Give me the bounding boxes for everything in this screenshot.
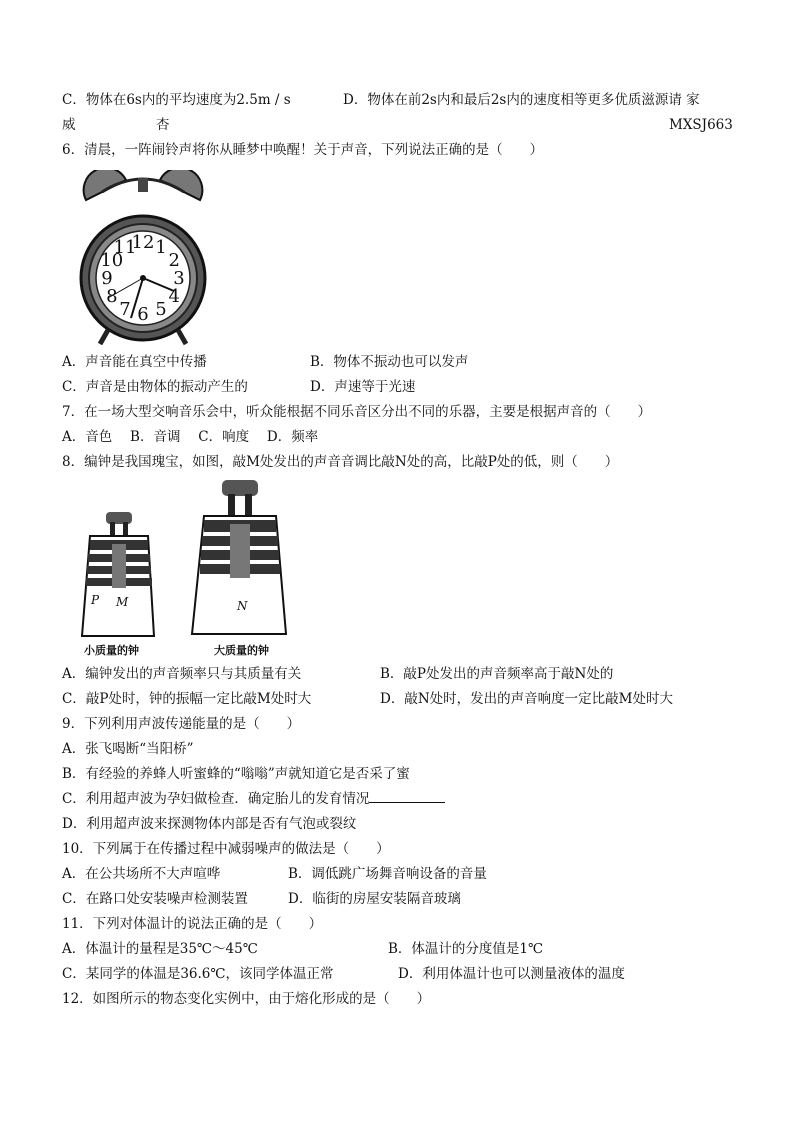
q6-option-d: D．声速等于光速 <box>310 379 416 395</box>
q11-option-c: C．某同学的体温是36.6℃，该同学体温正常 <box>62 966 334 982</box>
q6-stem: 6．清晨，一阵闹铃声将你从睡梦中唤醒！关于声音，下列说法正确的是（ ） <box>62 142 544 158</box>
clock-number-8: 8 <box>106 286 118 307</box>
label-n: N <box>237 599 248 613</box>
q7-options: A．音色 B．音调 C．响度 D．频率 <box>62 429 319 445</box>
q10-option-d: D．临街的房屋安装隔音玻璃 <box>288 891 461 907</box>
clock-number-4: 4 <box>168 286 180 307</box>
caption-small-bell: 小质量的钟 <box>84 644 139 657</box>
q10-stem: 10．下列属于在传播过程中减弱噪声的做法是（ ） <box>62 841 390 857</box>
clock-number-9: 9 <box>101 268 113 289</box>
clock-number-1: 1 <box>155 236 167 258</box>
q8-stem: 8．编钟是我国瑰宝，如图，敲M处发出的声音音调比敲N处的高，比敲P处的低，则（ ） <box>62 454 619 470</box>
watermark-mid: 杏 <box>156 117 170 133</box>
q9-option-b: B．有经验的养蜂人听蜜蜂的“嗡嗡”声就知道它是否采了蜜 <box>62 766 410 782</box>
watermark-code: MXSJ663 <box>669 117 733 133</box>
q9-option-a: A．张飞喝断“当阳桥” <box>62 741 194 757</box>
clock-number-6: 6 <box>137 304 149 325</box>
q10-option-c: C．在路口处安装噪声检测装置 <box>62 891 248 907</box>
q9-option-c <box>62 790 445 808</box>
q6-option-b: B．物体不振动也可以发声 <box>310 354 469 370</box>
watermark-left: 威 <box>62 117 76 133</box>
q7-stem: 7．在一场大型交响音乐会中，听众能根据不同乐音区分出不同的乐器，主要是根据声音的（ ） <box>62 404 652 420</box>
label-p: P <box>91 593 100 607</box>
q5-option-d: D．物体在前2s内和最后2s内的速度相等更多优质滋源请 家 <box>343 92 700 108</box>
alarm-clock-figure <box>78 170 208 346</box>
q5-option-c: C．物体在6s内的平均速度为2.5m / s <box>62 92 291 108</box>
q8-option-a: A．编钟发出的声音频率只与其质量有关 <box>62 666 302 682</box>
q12-stem: 12．如图所示的物态变化实例中，由于熔化形成的是（ ） <box>62 991 431 1007</box>
q6-option-c: C．声音是由物体的振动产生的 <box>62 379 248 395</box>
q11-stem: 11．下列对体温计的说法正确的是（ ） <box>62 916 323 932</box>
q10-option-a: A．在公共场所不大声喧哗 <box>62 866 221 882</box>
q11-option-a: A．体温计的量程是35℃～45℃ <box>62 941 258 957</box>
q8-option-c: C．敲P处时，钟的振幅一定比敲M处时大 <box>62 691 312 707</box>
q9-option-d: D．利用超声波来探测物体内部是否有气泡或裂纹 <box>62 816 357 832</box>
clock-number-7: 7 <box>119 299 131 321</box>
q6-option-a: A．声音能在真空中传播 <box>62 354 207 370</box>
clock-number-11: 11 <box>113 236 137 258</box>
label-m: M <box>116 595 129 609</box>
answer-blank <box>369 790 445 803</box>
q11-option-b: B．体温计的分度值是1℃ <box>388 941 544 957</box>
small-bell-figure <box>78 510 160 640</box>
clock-number-12: 12 <box>131 232 155 253</box>
q9-option-c-text: C．利用超声波为孕妇做检查．确定胎儿的发育情况 <box>62 791 370 807</box>
q11-option-d: D．利用体温计也可以测量液体的温度 <box>398 966 625 982</box>
q10-option-b: B．调低跳广场舞音响设备的音量 <box>288 866 487 882</box>
q8-option-d: D．敲N处时，发出的声音响度一定比敲M处时大 <box>380 691 673 707</box>
clock-number-10: 10 <box>100 250 124 271</box>
clock-number-5: 5 <box>155 299 167 321</box>
q9-stem: 9．下列利用声波传递能量的是（ ） <box>62 716 301 732</box>
clock-number-3: 3 <box>173 268 185 289</box>
clock-number-2: 2 <box>168 250 180 271</box>
q8-option-b: B．敲P处发出的声音频率高于敲N处的 <box>380 666 614 682</box>
caption-large-bell: 大质量的钟 <box>214 644 269 657</box>
